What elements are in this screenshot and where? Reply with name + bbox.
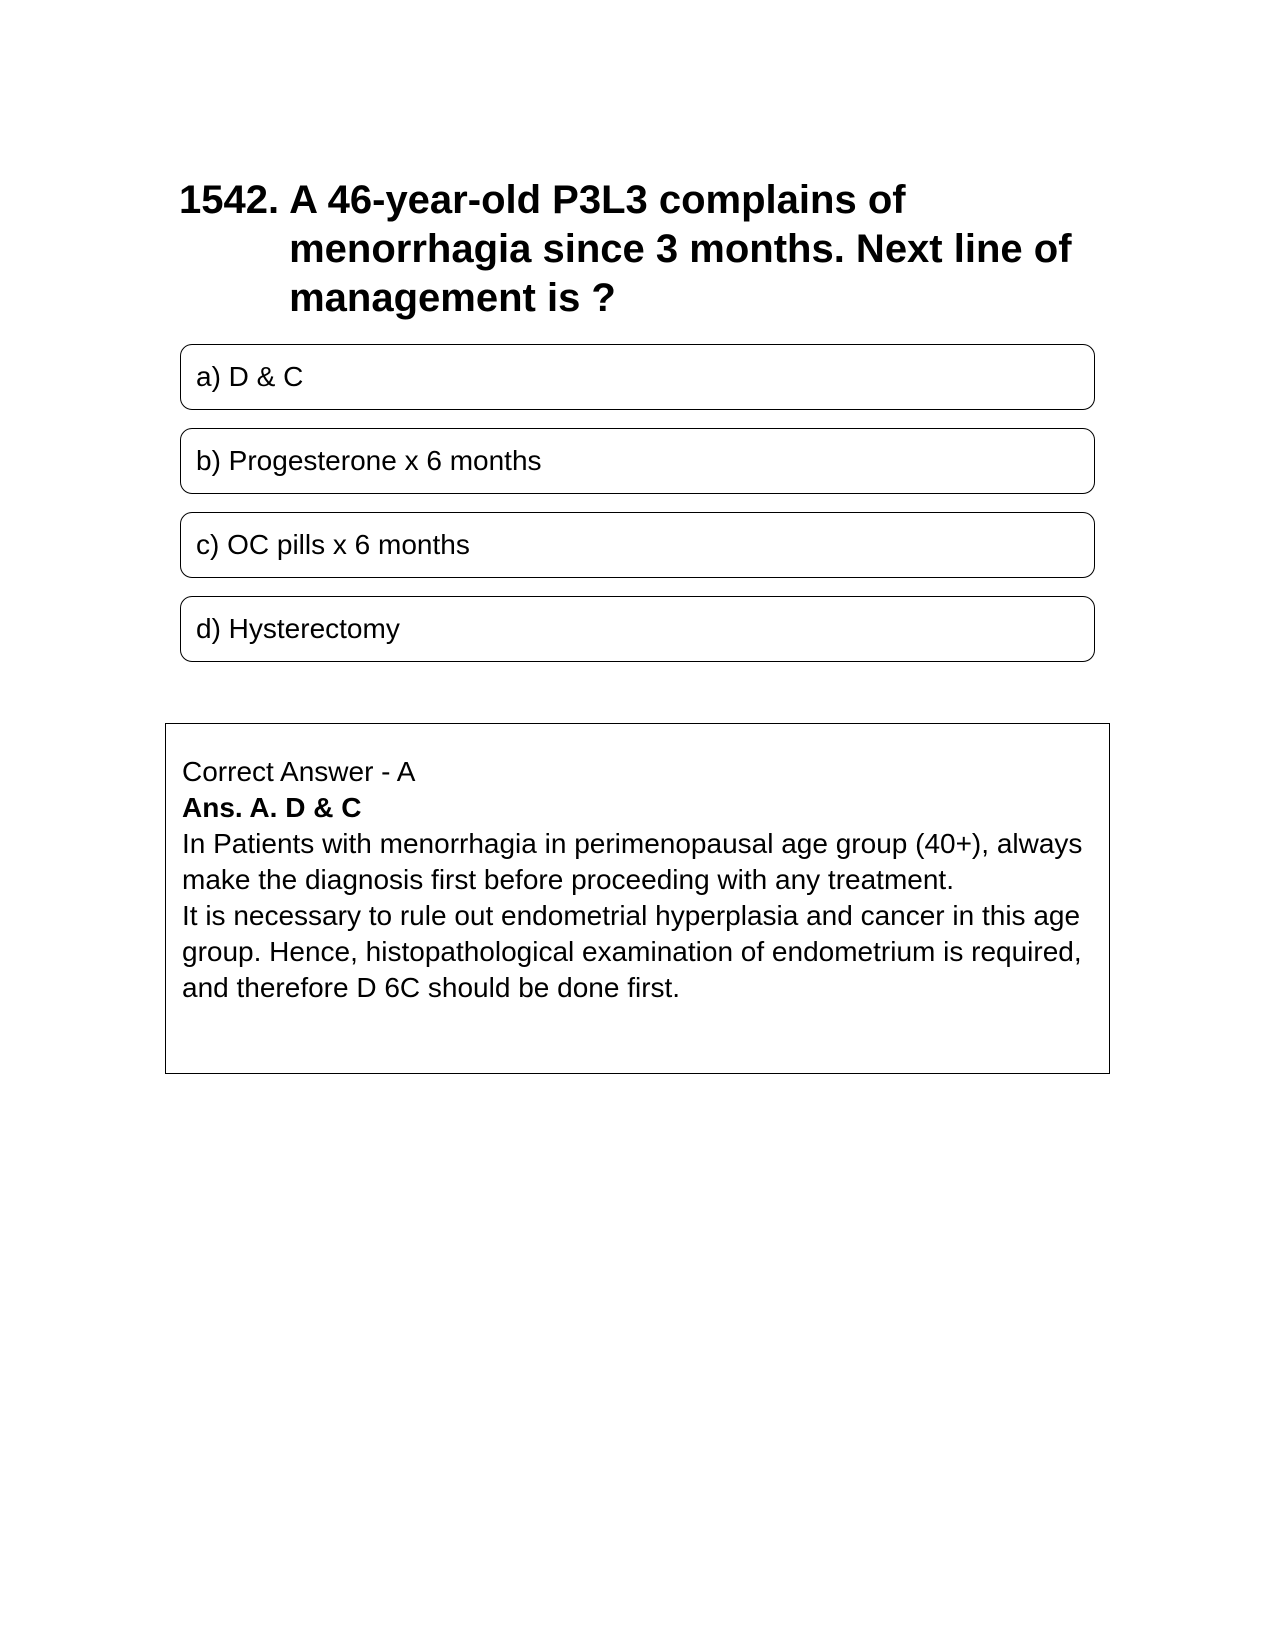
question-number: 1542. (179, 178, 280, 222)
option-c[interactable]: c) OC pills x 6 months (180, 512, 1095, 578)
option-b[interactable]: b) Progesterone x 6 months (180, 428, 1095, 494)
explanation-paragraph-2: It is necessary to rule out endometrial hyperplasia and cancer in this age group. Hence, histopathological examination of endometrium is required, and therefore D 6C should be done first. (182, 900, 1082, 1003)
option-d[interactable]: d) Hysterectomy (180, 596, 1095, 662)
question-heading (179, 176, 1099, 323)
option-a[interactable]: a) D & C (180, 344, 1095, 410)
question-text: A 46-year-old P3L3 complains of menorrhagia since 3 months. Next line of management is ? (289, 178, 1072, 320)
answer-heading: Ans. A. D & C (182, 792, 362, 823)
explanation-paragraph-1: In Patients with menorrhagia in perimenopausal age group (40+), always make the diagnosis first before proceeding with any treatment. (182, 828, 1083, 895)
correct-answer-line: Correct Answer - A (182, 756, 416, 787)
answer-explanation-box (165, 723, 1110, 1074)
